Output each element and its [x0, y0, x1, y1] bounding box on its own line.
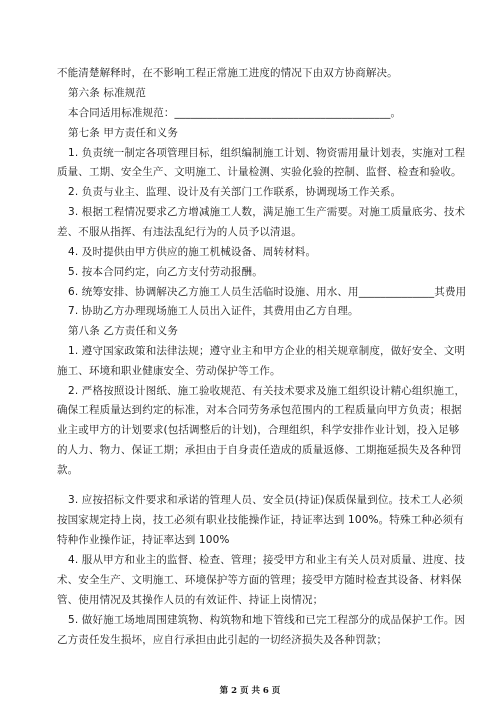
- text-line: 特种作业操作证，持证率达到 100%: [57, 534, 230, 546]
- text-line: 款。: [57, 464, 79, 476]
- text-line: 6. 统筹安排、协调解决乙方施工人员生活临时设施、用水、用______________其费用: [68, 286, 467, 298]
- text-line: 3. 应按招标文件要求和承诺的管理人员、安全员(持证)保质保量到位。技术工人必须: [68, 494, 464, 506]
- text-line: 1. 负责统一制定各项管理目标，组织编制施工计划、物资需用量计划表，实施对工程: [68, 147, 466, 159]
- page-number-footer: 第 2 页 共 6 页: [219, 686, 281, 696]
- text-line: 管、使用情况及其操作人员的有效证件、持证上岗情况；: [57, 594, 324, 606]
- text-line: 按国家规定持上岗，技工必须有职业技能操作证，持证率达到 100%。特殊工种必须有: [57, 514, 464, 526]
- text-line: 5. 按本合同约定，向乙方支付劳动报酬。: [68, 266, 263, 278]
- text-line: 的人力、物力、保证工期；承担由于自身责任造成的质量返修、工期拖延损失及各种罚: [57, 444, 462, 456]
- section-heading: 第六条 标准规范: [68, 87, 147, 99]
- text-line: 2. 严格按照设计图纸、施工验收规范、有关技术要求及施工组织设计精心组织施工，: [68, 385, 466, 397]
- text-line: 术、安全生产、文明施工、环境保护等方面的管理；接受甲方随时检查其设备、材料保: [57, 574, 462, 586]
- section-heading: 第七条 甲方责任和义务: [68, 127, 178, 139]
- text-line: 乙方责任发生损坏，应自行承担由此引起的一切经济损失及各种罚款；: [57, 634, 388, 646]
- text-line: 质量、工期、安全生产、文明施工、计量检测、实验化验的控制、监督、检查和验收。: [57, 166, 462, 178]
- section-heading: 第八条 乙方责任和义务: [68, 325, 178, 337]
- text-line: 本合同适用标准规范：________________________________________。: [68, 107, 402, 119]
- text-line: 4. 及时提供由甲方供应的施工机械设备、周转材料。: [68, 246, 317, 258]
- text-line: 5. 做好施工场地周围建筑物、构筑物和地下管线和已完工程部分的成品保护工作。因: [68, 614, 466, 626]
- text-line: 差、不服从指挥、有违法乱纪行为的人员予以清退。: [57, 226, 302, 238]
- text-line: 1. 遵守国家政策和法律法规；遵守业主和甲方企业的相关规章制度，做好安全、文明: [68, 345, 466, 357]
- text-line: 确保工程质量达到约定的标准，对本合同劳务承包范围内的工程质量向甲方负责；根据: [57, 404, 462, 416]
- text-line: 4. 服从甲方和业主的监督、检查、管理；接受甲方和业主有关人员对质量、进度、技: [68, 554, 466, 566]
- text-line: 业主或甲方的计划要求(包括调整后的计划)，合理组织，科学安排作业计划，投入足够: [57, 424, 460, 436]
- text-line: 施工、环境和职业健康安全、劳动保护等工作。: [57, 365, 281, 377]
- text-line: 7. 协助乙方办理现场施工人员出入证件，其费用由乙方自理。: [68, 305, 359, 317]
- text-line: 3. 根据工程情况要求乙方增减施工人数，满足施工生产需要。对施工质量底劣、技术: [68, 206, 466, 218]
- text-line: 2. 负责与业主、监理、设计及有关部门工作联系，协调现场工作关系。: [68, 186, 402, 198]
- text-line: 不能清楚解释时，在不影响工程正常施工进度的情况下由双方协商解决。: [57, 67, 398, 79]
